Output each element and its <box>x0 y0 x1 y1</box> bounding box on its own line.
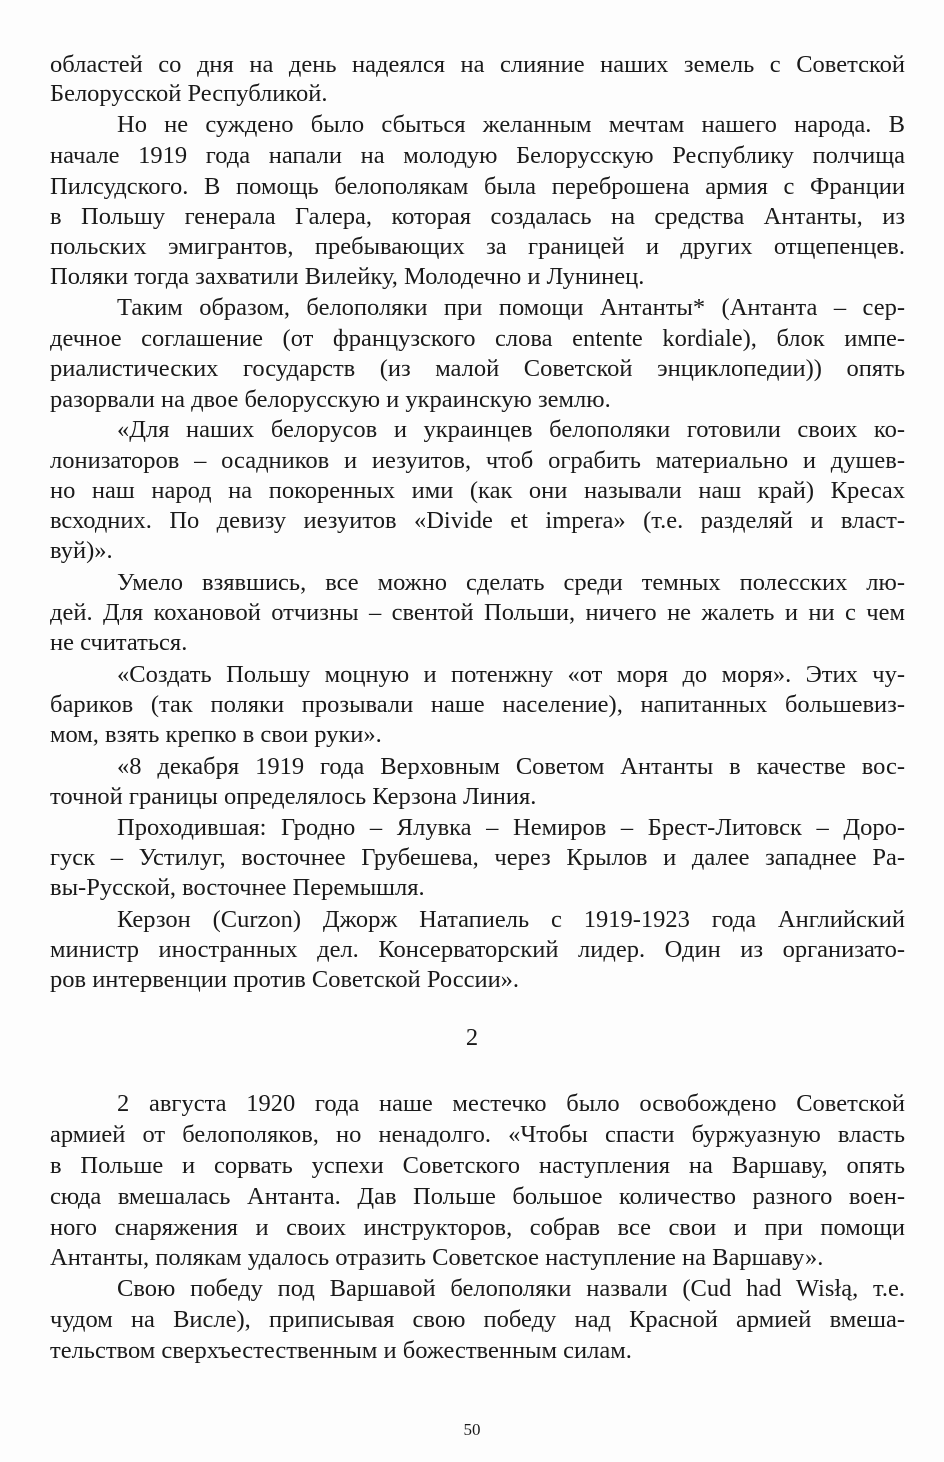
text-line: 2 августа 1920 года наше местечко было освобождено Советской <box>117 1090 905 1117</box>
text-line: не считаться. <box>50 629 188 656</box>
text-line: Умело взявшись, все можно сделать среди темных полесских лю- <box>117 569 905 596</box>
text-line: Таким образом, белополяки при помощи Антанты* (Антанта – сер- <box>117 294 905 321</box>
text-line: Но не суждено было сбыться желанным мечтам нашего народа. В <box>117 111 905 138</box>
text-line: начале 1919 года напали на молодую Белорусскую Республику полчища <box>50 142 905 169</box>
text-line: «Создать Польшу моцную и потенжну «от моря до моря». Этих чу- <box>117 661 905 688</box>
text-line: Антанты, полякам удалось отразить Советское наступление на Варшаву». <box>50 1244 824 1271</box>
text-line: ров интервенции против Советской России». <box>50 966 520 993</box>
text-line: в Польше и сорвать успехи Советского наступления на Варшаву, опять <box>50 1152 905 1179</box>
text-line: областей со дня на день надеялся на слияние наших земель с Советской <box>50 51 905 78</box>
text-line: Керзон (Curzon) Джорж Натапиель с 1919-1923 года Английский <box>117 906 905 933</box>
text-line: дечное соглашение (от французского слова entente kordiale), блок импе- <box>50 325 905 352</box>
text-line: сюда вмешалась Антанта. Дав Польше большое количество разного воен- <box>50 1183 905 1210</box>
text-line: армией от белополяков, но ненадолго. «Чтобы спасти буржуазную власть <box>50 1121 905 1148</box>
text-line: точной границы определялось Керзона Линия. <box>50 783 537 810</box>
text-line: Белорусской Республикой. <box>50 80 328 107</box>
page-number: 50 <box>463 1420 481 1439</box>
text-line: польских эмигрантов, пребывающих за границей и других отщепенцев. <box>50 233 905 260</box>
text-line: риалистических государств (из малой Советской энциклопедии)) опять <box>50 355 905 382</box>
text-line: Пилсудского. В помощь белополякам была переброшена армия с Франции <box>50 173 905 200</box>
text-line: в Польшу генерала Галера, которая создалась на средства Антанты, из <box>50 203 905 230</box>
text-line: всходних. По девизу иезуитов «Divide et impera» (т.е. разделяй и власт- <box>50 507 905 534</box>
text-line: лонизаторов – осадников и иезуитов, чтоб ограбить материально и душев- <box>50 447 905 474</box>
text-line: дей. Для кохановой отчизны – свентой Польши, ничего не жалеть и ни с чем <box>50 599 905 626</box>
text-line: тельством сверхъестественным и божественным силам. <box>50 1337 632 1364</box>
text-line: разорвали на двое белорусскую и украинскую землю. <box>50 386 611 413</box>
section-heading: 2 <box>465 1024 479 1051</box>
text-line: Свою победу под Варшавой белополяки назвали (Cud had Wisłą, т.е. <box>117 1275 905 1302</box>
text-line: чудом на Висле), приписывая свою победу над Красной армией вмеша- <box>50 1306 905 1333</box>
text-line: министр иностранных дел. Консерваторский лидер. Один из организато- <box>50 936 905 963</box>
text-line: вуй)». <box>50 537 113 564</box>
text-line: мом, взять крепко в свои руки». <box>50 721 382 748</box>
text-line: «8 декабря 1919 года Верховным Советом Антанты в качестве вос- <box>117 753 905 780</box>
text-line: гуск – Устилуг, восточнее Грубешева, через Крылов и далее западнее Ра- <box>50 844 905 871</box>
text-line: ного снаряжения и своих инструкторов, собрав все свои и при помощи <box>50 1214 905 1241</box>
text-line: Поляки тогда захватили Вилейку, Молодечно и Лунинец. <box>50 263 645 290</box>
text-line: бариков (так поляки прозывали наше население), напитанных большевиз- <box>50 691 905 718</box>
text-line: но наш народ на покоренных ими (как они называли наш край) Кресах <box>50 477 905 504</box>
text-line: «Для наших белорусов и украинцев белополяки готовили своих ко- <box>117 416 905 443</box>
text-line: вы-Русской, восточнее Перемышля. <box>50 874 425 901</box>
text-line: Проходившая: Гродно – Ялувка – Немиров – Брест-Литовск – Доро- <box>117 814 905 841</box>
